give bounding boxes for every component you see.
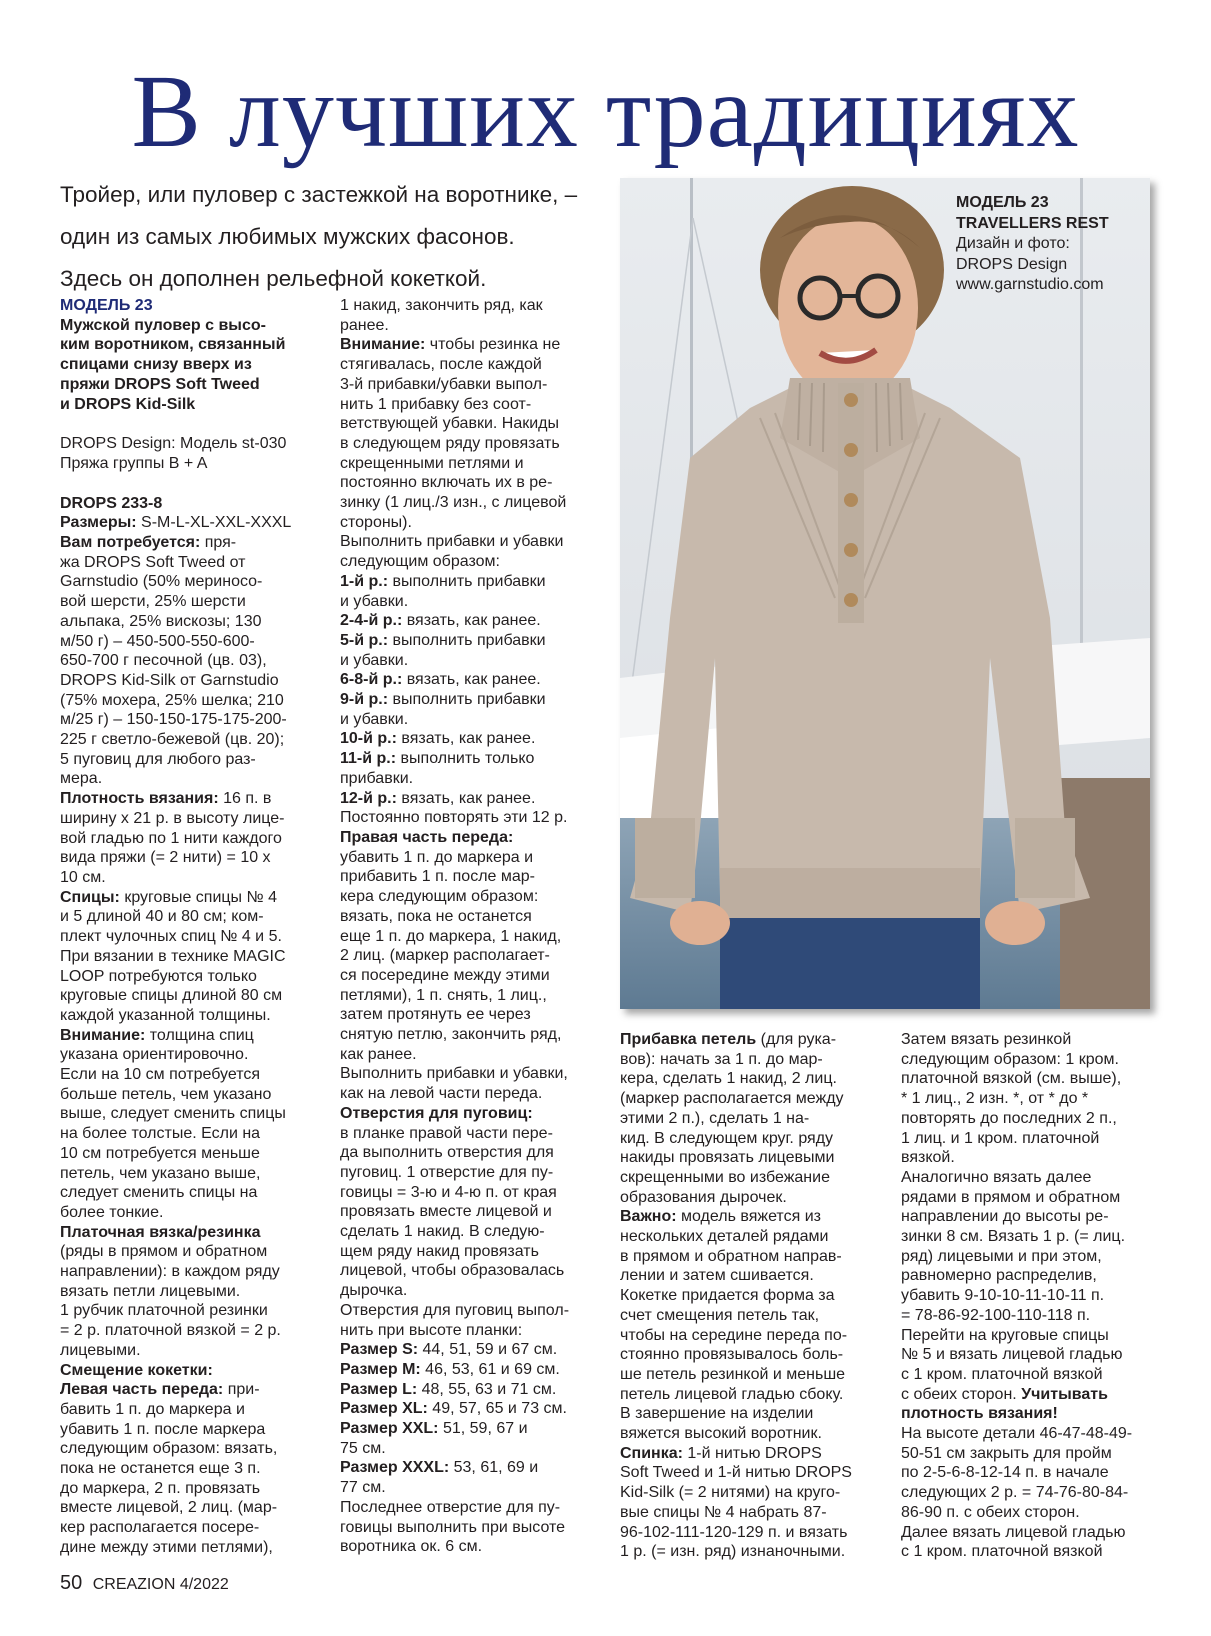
important-text <box>620 1227 880 1444</box>
text-line: ширину х 21 р. в высоту лице- <box>60 809 285 827</box>
row-step <box>340 749 600 769</box>
text-line: следующих 2 р. = 74-76-80-84- <box>901 1484 1129 1502</box>
text-line: вязкой. <box>901 1149 955 1167</box>
right-text <box>340 848 600 1104</box>
row-instructions <box>340 572 600 808</box>
density-text <box>60 809 310 888</box>
text-line: кера, сделать 1 накид, 2 лиц. <box>620 1070 837 1088</box>
attention-text <box>60 1045 310 1222</box>
text-line: ким воротником, связанный <box>60 336 286 354</box>
bold-line: плотность вязания! <box>901 1405 1058 1423</box>
text-line: бавить 1 п. до маркера и <box>60 1400 245 1418</box>
inc-line <box>620 1030 880 1050</box>
text-line: говицы выполнить при высоте <box>340 1518 566 1536</box>
text-line: направлении до высоты ре- <box>901 1208 1109 1226</box>
text-line: лицевыми. <box>60 1341 141 1359</box>
row-step-cont: и убавки. <box>340 651 409 669</box>
text-line: Пряжа группы B + A <box>60 454 208 472</box>
text-line: чтобы на середине переда по- <box>620 1326 848 1344</box>
right-label: Правая часть переда: <box>340 828 514 846</box>
text-line: повторять до последних 2 п., <box>901 1109 1117 1127</box>
attention-first: толщина спиц <box>145 1026 254 1044</box>
need-label: Вам потребуется: <box>60 534 201 552</box>
magazine-name: CREAZION 4/2022 <box>92 1576 229 1593</box>
size-entry <box>340 1360 600 1380</box>
text-line: спицами снизу вверх из <box>60 356 252 374</box>
important-first: модель вяжется из <box>676 1208 821 1226</box>
size-entry-label: Размер L: <box>340 1380 418 1398</box>
text-line: указана ориентировочно. <box>60 1046 249 1064</box>
need-line <box>60 533 310 553</box>
drops-number: DROPS 233-8 <box>60 494 163 512</box>
button-5 <box>844 593 858 607</box>
size-entry-label: Размер S: <box>340 1341 419 1359</box>
left-label: Левая часть переда: <box>60 1381 224 1399</box>
text-line: дырочка. <box>340 1282 408 1300</box>
need-text <box>60 553 310 789</box>
text-line: зинки 8 см. Вязать 1 р. (= лиц. <box>901 1228 1126 1246</box>
text-line: нить при высоте планки: <box>340 1321 523 1339</box>
text-line: На высоте детали 46-47-48-49- <box>901 1425 1133 1443</box>
text-line: накиды провязать лицевыми <box>620 1149 835 1167</box>
text-line: следующим образом: <box>340 553 500 571</box>
text-line: каждой указанной толщины. <box>60 1006 271 1024</box>
text-line: говицы = 3-ю и 4-ю п. от края <box>340 1183 557 1201</box>
text-line: кера следующим образом: <box>340 888 539 906</box>
text-line: да выполнить отверстия для <box>340 1144 554 1162</box>
inc-first: (для рука- <box>756 1031 837 1048</box>
text-line: Мужской пуловер с высо- <box>60 316 266 334</box>
inc-text <box>620 1050 880 1208</box>
size-entry <box>340 1380 600 1400</box>
back-text <box>620 1463 880 1562</box>
size-entry <box>340 1419 600 1439</box>
back-first: 1-й нитью DROPS <box>682 1444 822 1462</box>
text-line: как на левой части переда. <box>340 1085 543 1103</box>
text-line: скрещенными во избежание <box>620 1168 830 1186</box>
text-line: кид. В следующем круг. ряду <box>620 1129 834 1147</box>
text-line: стягивалась, после каждой <box>340 356 542 374</box>
text-line: как ранее. <box>340 1045 417 1063</box>
text-line: 3-й прибавки/убавки выпол- <box>340 375 548 393</box>
size-entry-text: 46, 53, 61 и 69 см. <box>420 1360 560 1378</box>
text-line: направлении): в каждом ряду <box>60 1263 280 1281</box>
text-line: ветствующей убавки. Накиды <box>340 415 560 433</box>
text-line: круговые спицы длиной 80 см <box>60 987 283 1005</box>
left-line <box>60 1380 310 1400</box>
text-line: следующим образом: вязать, <box>60 1440 278 1458</box>
text-line: убавить 1 п. до маркера и <box>340 848 534 866</box>
text-line: жа DROPS Soft Tweed от <box>60 553 246 571</box>
text-line: убавить 1 п. после маркера <box>60 1420 266 1438</box>
repeat-line: Постоянно повторять эти 12 р. <box>340 809 568 827</box>
text-line: выше, следует сменить спицы <box>60 1105 286 1123</box>
text-line: 86-90 п. с обеих сторон. <box>901 1503 1080 1521</box>
row-step <box>340 611 600 631</box>
row-step-text: выполнить прибавки <box>388 631 546 649</box>
row-step-label: 9-й р.: <box>340 691 389 709</box>
text-line: и DROPS Kid-Silk <box>60 395 196 413</box>
row-step-text: выполнить только <box>396 750 535 768</box>
text-line: Soft Tweed и 1-й нитью DROPS <box>620 1464 852 1482</box>
text-line: петлями), 1 п. снять, 1 лиц., <box>340 986 547 1004</box>
needles-label: Спицы: <box>60 888 120 906</box>
text-line: Последнее отверстие для пу- <box>340 1498 561 1516</box>
size-list <box>340 1340 600 1498</box>
shift-label: Смещение кокетки: <box>60 1361 213 1379</box>
text-line: 10 см. <box>60 868 106 886</box>
text-line: ше петель резинкой и меньше <box>620 1365 846 1383</box>
text-line: стоянно провязывалось боль- <box>620 1346 844 1364</box>
attention-label: Внимание: <box>60 1026 146 1044</box>
text-line: счет смещения петель так, <box>620 1306 820 1324</box>
button-3 <box>844 493 858 507</box>
row-step-label: 11-й р.: <box>340 750 397 768</box>
page-number: 50 <box>60 1572 83 1594</box>
row-step-text: вязать, как ранее. <box>402 671 541 689</box>
sizes-line <box>60 513 310 533</box>
text-line: прибавить 1 п. после мар- <box>340 868 536 886</box>
row-step <box>340 670 600 690</box>
caption-name: TRAVELLERS REST <box>956 214 1109 232</box>
page-footer <box>60 1572 229 1595</box>
attention-text <box>340 355 600 572</box>
row-step <box>340 789 600 809</box>
text-line: = 2 р. платочной вязкой = 2 р. <box>60 1322 281 1340</box>
text-line: Kid-Silk (= 2 нитями) на круго- <box>620 1484 841 1502</box>
needles-line <box>60 888 310 908</box>
mixed-start: с обеих сторон. <box>901 1385 1022 1403</box>
row-step-label: 5-й р.: <box>340 631 389 649</box>
row-step <box>340 729 600 749</box>
density-label: Плотность вязания: <box>60 790 219 808</box>
top-text <box>340 296 600 335</box>
size-entry-text: 48, 55, 63 и 71 см. <box>417 1380 557 1398</box>
text-line: постоянно включать их в ре- <box>340 474 553 492</box>
text-line: В завершение на изделии <box>620 1405 814 1423</box>
text-line: (ряды в прямом и обратном <box>60 1243 268 1261</box>
left-text <box>60 1400 310 1558</box>
text-line: DROPS Kid-Silk от Garnstudio <box>60 671 279 689</box>
caption-credit: Дизайн и фото: <box>956 235 1070 252</box>
text-line: ряд) лицевыми и при этом, <box>901 1247 1102 1265</box>
row-step-label: 12-й р.: <box>340 789 397 807</box>
text-line: следующим образом: 1 кром. <box>901 1050 1119 1068</box>
photo-caption <box>956 193 1109 296</box>
size-entry-cont: 75 см. <box>340 1439 386 1457</box>
left-first: при- <box>223 1381 260 1399</box>
text-line: м/25 г) – 150-150-175-175-200- <box>60 711 287 729</box>
design-info <box>60 434 310 473</box>
text-line: рядами в прямом и обратном <box>901 1188 1121 1206</box>
text-line: ранее. <box>340 316 389 334</box>
text-line: вязать петли лицевыми. <box>60 1282 241 1300</box>
text-line: вой гладью по 1 нити каждого <box>60 829 282 847</box>
important-label: Важно: <box>620 1208 677 1226</box>
text-line: лицевой, чтобы образовалась <box>340 1262 565 1280</box>
text-line: вые спицы № 4 набрать 87- <box>620 1503 827 1521</box>
attention-line <box>60 1026 310 1046</box>
caption-url: www.garnstudio.com <box>956 276 1104 293</box>
text-line: = 78-86-92-100-110-118 п. <box>901 1306 1091 1324</box>
text-line: зинку (1 лиц./3 изн., с лицевой <box>340 494 567 512</box>
attention-first: чтобы резинка не <box>425 336 561 354</box>
text-line: более тонкие. <box>60 1203 164 1221</box>
intro-line: один из самых любимых мужских фасонов. <box>60 224 515 249</box>
text-line: затем протянуть ее через <box>340 1006 531 1024</box>
text-line: на более толстые. Если на <box>60 1125 261 1143</box>
text-line: плект чулочных спиц № 4 и 5. <box>60 928 282 946</box>
text-line: LOOP потребуются только <box>60 967 257 985</box>
intro-line: Тройер, или пуловер с застежкой на воротнике, – <box>60 182 578 207</box>
text-line: равномерно распределив, <box>901 1267 1097 1285</box>
text-line: дине между этими петлями), <box>60 1538 273 1556</box>
row-step <box>340 631 600 651</box>
text-line: мера. <box>60 770 103 788</box>
text-line: 10 см потребуется меньше <box>60 1144 260 1162</box>
text-line: Перейти на круговые спицы <box>901 1326 1109 1344</box>
column-4 <box>901 1030 1161 1562</box>
text-line: ся посередине между этими <box>340 966 550 984</box>
page-title: В лучших традициях <box>131 54 1080 169</box>
model-photo <box>620 178 1150 1009</box>
text-line: в следующем ряду провязать <box>340 434 560 452</box>
text-line: воротника ок. 6 см. <box>340 1538 483 1556</box>
caption-credit: DROPS Design <box>956 255 1068 273</box>
size-entry-label: Размер M: <box>340 1360 421 1378</box>
row-step <box>340 572 600 592</box>
text-line: м/50 г) – 450-500-550-600- <box>60 632 255 650</box>
text-line: Кокетке придается форма за <box>620 1287 835 1305</box>
row-step-text: выполнить прибавки <box>388 572 546 590</box>
text-line: образования дырочек. <box>620 1188 787 1206</box>
text-line: вязать, пока не останется <box>340 907 532 925</box>
text-line: петель, чем указано выше, <box>60 1164 261 1182</box>
button-2 <box>844 443 858 457</box>
text-line: альпака, 25% вискозы; 130 <box>60 612 262 630</box>
column-1 <box>60 296 310 1558</box>
attention-label: Внимание: <box>340 336 426 354</box>
size-entry-label: Размер XXXL: <box>340 1459 450 1477</box>
text-line: и 5 длиной 40 и 80 см; ком- <box>60 908 264 926</box>
text-line: Garnstudio (50% мериносо- <box>60 573 263 591</box>
text-line: кер располагается посере- <box>60 1519 260 1537</box>
intro-line: Здесь он дополнен рельефной кокеткой. <box>60 266 487 291</box>
text-line: нить 1 прибавку без соот- <box>340 395 532 413</box>
size-entry-cont: 77 см. <box>340 1479 386 1497</box>
text-line: сделать 1 накид. В следую- <box>340 1223 545 1241</box>
text-line: с 1 кром. платочной вязкой <box>901 1365 1103 1383</box>
body-text-2 <box>901 1424 1161 1562</box>
size-entry-text: 49, 57, 65 и 73 см. <box>427 1400 567 1418</box>
text-line: № 5 и вязать лицевой гладью <box>901 1346 1123 1364</box>
text-line: еще 1 п. до маркера, 1 накид, <box>340 927 562 945</box>
row-step-label: 2-4-й р.: <box>340 612 403 630</box>
density-line <box>60 789 310 809</box>
text-line: вместе лицевой, 2 лиц. (мар- <box>60 1499 278 1517</box>
size-entry <box>340 1399 600 1419</box>
mixed-line <box>901 1385 1161 1405</box>
text-line: щем ряду накид провязать <box>340 1242 539 1260</box>
mixed-bold: Учитывать <box>1021 1385 1108 1403</box>
text-line: 1 лиц. и 1 кром. платочной <box>901 1129 1100 1147</box>
text-line: 1 р. (= изн. ряд) изнаночными. <box>620 1543 846 1561</box>
row-step-text: выполнить прибавки <box>388 691 546 709</box>
row-step-text: вязать, как ранее. <box>402 612 541 630</box>
text-line: * 1 лиц., 2 изн. *, от * до * <box>901 1090 1089 1108</box>
text-line: снятую петлю, закончить ряд, <box>340 1026 562 1044</box>
caption-model: МОДЕЛЬ 23 <box>956 194 1049 211</box>
text-line: вов): начать за 1 п. до мар- <box>620 1050 823 1068</box>
text-line: Выполнить прибавки и убавки, <box>340 1065 568 1083</box>
holes-text <box>340 1124 600 1341</box>
text-line: до маркера, 2 п. провязать <box>60 1479 261 1497</box>
text-line: пуговиц. 1 отверстие для пу- <box>340 1163 554 1181</box>
garter-label: Платочная вязка/резинка <box>60 1223 261 1241</box>
text-line: стороны). <box>340 513 412 531</box>
row-step <box>340 690 600 710</box>
text-line: убавить 9-10-10-11-10-11 п. <box>901 1287 1105 1305</box>
needles-first: круговые спицы № 4 <box>119 888 277 906</box>
intro-text <box>60 174 620 300</box>
size-entry-text: 44, 51, 59 и 67 см. <box>418 1341 558 1359</box>
text-line: в прямом и обратном направ- <box>620 1247 842 1265</box>
important-line <box>620 1207 880 1227</box>
sizes-label: Размеры: <box>60 514 137 532</box>
attention-line <box>340 335 600 355</box>
holes-label: Отверстия для пуговиц: <box>340 1104 533 1122</box>
text-line: провязать вместе лицевой и <box>340 1203 552 1221</box>
sizes-value: S-M-L-XL-XXL-XXXL <box>136 514 292 532</box>
text-line: петель лицевой гладью сбоку. <box>620 1385 844 1403</box>
text-line: 225 г светло-бежевой (цв. 20); <box>60 731 285 749</box>
row-step-text: вязать, как ранее. <box>396 789 536 807</box>
column-2 <box>340 296 600 1557</box>
column-3 <box>620 1030 880 1562</box>
text-line: 5 пуговиц для любого раз- <box>60 750 256 768</box>
text-line: Аналогично вязать далее <box>901 1168 1092 1186</box>
row-step-label: 6-8-й р.: <box>340 671 403 689</box>
text-line: При вязании в технике MAGIC <box>60 947 286 965</box>
last-text <box>340 1498 600 1557</box>
row-step-label: 1-й р.: <box>340 572 389 590</box>
text-line: с 1 кром. платочной вязкой <box>901 1543 1103 1561</box>
text-line: Выполнить прибавки и убавки <box>340 533 564 551</box>
text-line: скрещенными петлями и <box>340 454 524 472</box>
text-line: 1 накид, закончить ряд, как <box>340 297 543 314</box>
text-line: Затем вязать резинкой <box>901 1031 1072 1048</box>
density-first: 16 п. в <box>218 790 272 808</box>
row-step-cont: и убавки. <box>340 592 409 610</box>
text-line: нескольких деталей рядами <box>620 1228 829 1246</box>
text-line: следует сменить спицы на <box>60 1184 258 1202</box>
size-entry <box>340 1340 600 1360</box>
row-step-cont: и убавки. <box>340 710 409 728</box>
size-entry <box>340 1458 600 1478</box>
text-line: Отверстия для пуговиц выпол- <box>340 1301 570 1319</box>
garter-text <box>60 1242 310 1360</box>
text-line: 650-700 г песочной (цв. 03), <box>60 652 267 670</box>
text-line: вида пряжи (= 2 нити) = 10 х <box>60 849 271 867</box>
row-step-label: 10-й р.: <box>340 730 397 748</box>
back-label: Спинка: <box>620 1444 683 1462</box>
text-line: платочной вязкой (см. выше), <box>901 1070 1122 1088</box>
text-line: (75% мохера, 25% шелка; 210 <box>60 691 284 709</box>
text-line: пока не останется еще 3 п. <box>60 1460 261 1478</box>
inc-label: Прибавка петель <box>620 1031 757 1048</box>
text-line: по 2-5-6-8-12-14 п. в начале <box>901 1464 1109 1482</box>
text-line: 50-51 см закрыть для пройм <box>901 1444 1112 1462</box>
text-line: пряжи DROPS Soft Tweed <box>60 375 260 393</box>
text-line: Далее вязать лицевой гладью <box>901 1523 1126 1541</box>
button-4 <box>844 543 858 557</box>
size-entry-text: 53, 61, 69 и <box>449 1459 539 1477</box>
size-entry-label: Размер XL: <box>340 1400 428 1418</box>
photo-illustration <box>620 178 1150 1009</box>
text-line: 2 лиц. (маркер располагает- <box>340 947 550 965</box>
text-line: больше петель, чем указано <box>60 1085 272 1103</box>
size-entry-text: 51, 59, 67 и <box>438 1420 528 1438</box>
model-label: МОДЕЛЬ 23 <box>60 297 153 314</box>
button-1 <box>844 393 858 407</box>
row-step-text: вязать, как ранее. <box>396 730 536 748</box>
text-line: 96-102-111-120-129 п. и вязать <box>620 1523 848 1541</box>
text-line: лении и затем сшивается. <box>620 1267 814 1285</box>
text-line: (маркер располагается между <box>620 1090 844 1108</box>
need-first: пря- <box>200 534 237 552</box>
back-line <box>620 1444 880 1464</box>
text-line: 1 рубчик платочной резинки <box>60 1302 268 1320</box>
text-line: в планке правой части пере- <box>340 1124 553 1142</box>
text-line: DROPS Design: Модель st-030 <box>60 435 287 453</box>
text-line: вяжется высокий воротник. <box>620 1425 822 1443</box>
size-entry-label: Размер XXL: <box>340 1420 439 1438</box>
model-heading <box>60 316 310 415</box>
body-text <box>901 1030 1161 1385</box>
text-line: этими 2 п.), сделать 1 на- <box>620 1109 810 1127</box>
row-step-cont: прибавки. <box>340 769 414 787</box>
text-line: вой шерсти, 25% шерсти <box>60 593 246 611</box>
text-line: Если на 10 см потребуется <box>60 1066 261 1084</box>
needles-text <box>60 907 310 1025</box>
